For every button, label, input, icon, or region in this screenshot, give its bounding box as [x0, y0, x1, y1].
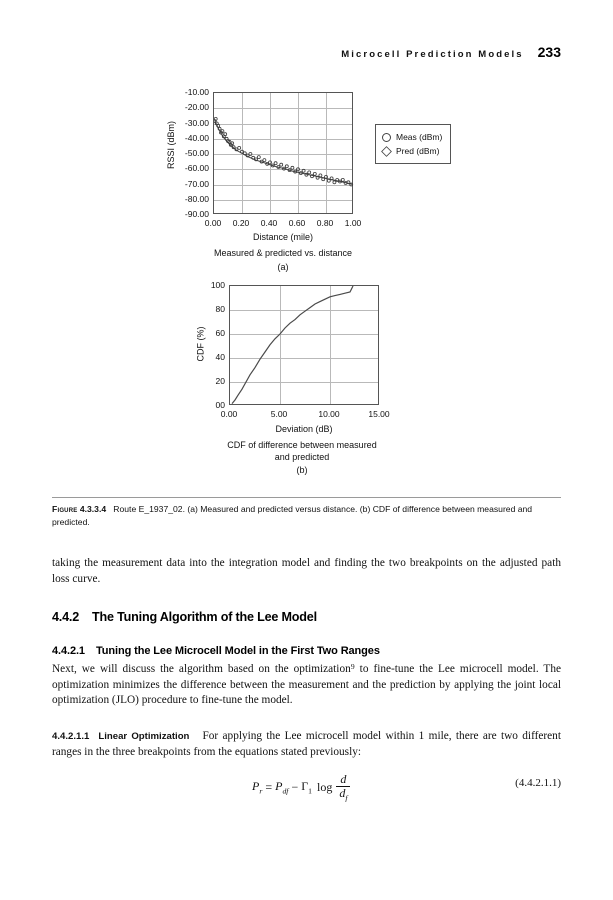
- equation-log: log: [317, 780, 333, 795]
- runin-heading: [52, 731, 189, 742]
- figure-caption-rule: [52, 497, 561, 498]
- panel-a-ytick: -20.00: [184, 102, 209, 113]
- panel-b-plot-area: [229, 285, 379, 405]
- figure-caption-number: 4.3.3.4: [79, 504, 107, 514]
- panel-b-ytick: 80: [215, 304, 225, 314]
- equation-fraction-numerator: d: [340, 772, 347, 786]
- legend-item-pred: [382, 144, 442, 158]
- diamond-marker-icon: [381, 146, 392, 157]
- chart-panel-b: [197, 277, 447, 482]
- equation-fraction-denominator: $d_f$: [336, 786, 350, 802]
- equation-pdf: $P_{df}$: [275, 779, 289, 796]
- paragraph-linear-optimization: [52, 729, 561, 760]
- panel-b-xtick: 0.00: [220, 409, 238, 419]
- heading-4-4-2-number: 4.4.2: [52, 610, 80, 624]
- panel-a-plot-area: [213, 92, 353, 214]
- panel-a-xtick: 0.00: [204, 218, 222, 228]
- heading-4-4-2: [52, 610, 317, 624]
- equation-pr: $P_r$: [252, 779, 263, 796]
- running-head: [341, 44, 561, 60]
- equation-minus: −: [291, 780, 299, 795]
- paragraph-linear-optimization-text: For applying the Lee microcell model within 1 mile, there are two different ranges in the three breakpoints from the equations stated previously:: [52, 730, 561, 758]
- page-number: 233: [537, 44, 561, 60]
- figure-caption-label: Figure: [52, 504, 78, 514]
- panel-b-caption-line2: and predicted: [274, 452, 330, 462]
- panel-a-legend: [375, 124, 451, 164]
- equation-expression: [252, 773, 351, 802]
- paragraph-optimization: Next, we will discuss the algorithm based on the optimization⁹ to fine-tune the Lee microcell model. The optimization minimizes the difference between the measurement and the prediction by applying the joint local optimization (JLO) procedure to fine-tune the model.: [52, 663, 561, 707]
- panel-a-xtick: 0.80: [316, 218, 334, 228]
- heading-4-4-2-1-text: Tuning the Lee Microcell Model in the First Two Ranges: [95, 645, 380, 657]
- panel-a-ytick: -10.00: [184, 87, 209, 97]
- panel-a-xlabel: Distance (mile): [252, 232, 313, 242]
- heading-4-4-2-1-number: 4.4.2.1: [52, 645, 85, 657]
- runin-title: Linear Optimization: [98, 731, 190, 742]
- panel-a-xtick: 0.20: [232, 218, 250, 228]
- panel-b-xtick: 15.00: [368, 409, 390, 419]
- panel-b-ytick: 40: [215, 352, 225, 362]
- panel-a-data-series: [214, 93, 354, 215]
- equation-number: (4.4.2.1.1): [515, 777, 561, 789]
- panel-b-data-series: [230, 286, 380, 406]
- panel-a-caption: Measured & predicted vs. distance: [213, 248, 353, 258]
- equation-gamma: $\Gamma_1$: [301, 779, 312, 796]
- panel-a-ytick: -70.00: [184, 178, 209, 189]
- chart-panel-a: [167, 82, 457, 272]
- panel-b-tag: (b): [296, 465, 308, 475]
- panel-b-ytick: 100: [210, 280, 225, 290]
- legend-label-meas: Meas (dBm): [396, 132, 443, 142]
- equation-equals: =: [265, 780, 273, 795]
- panel-b-ytick: 60: [215, 328, 225, 338]
- legend-item-meas: [382, 130, 442, 144]
- panel-b-xlabel: Deviation (dB): [275, 424, 333, 434]
- legend-label-pred: Pred (dBm): [396, 146, 440, 156]
- figure-4-3-3-4: [52, 72, 561, 492]
- panel-a-ytick: -40.00: [184, 132, 209, 143]
- paragraph-intro: taking the measurement data into the integration model and finding the two breakpoints on the adjusted path loss curve.: [52, 557, 561, 585]
- panel-a-xtick: 0.40: [260, 218, 278, 228]
- panel-b-xtick: 10.00: [318, 409, 340, 419]
- panel-a-ytick: -80.00: [184, 193, 209, 204]
- panel-a-ytick: -90.00: [184, 209, 209, 219]
- equation-4-4-2-1-1: [52, 773, 561, 807]
- panel-b-ylabel: CDF (%): [195, 326, 206, 362]
- heading-4-4-2-1: [52, 645, 380, 657]
- panel-a-ytick: -50.00: [184, 148, 209, 158]
- equation-fraction: [336, 773, 350, 802]
- figure-caption: [52, 503, 561, 528]
- figure-caption-text: Route E_1937_02. (a) Measured and predicted versus distance. (b) CDF of difference between measured and predicted.: [52, 504, 533, 527]
- heading-4-4-2-text: The Tuning Algorithm of the Lee Model: [92, 610, 317, 624]
- panel-b-ytick: 00: [215, 400, 225, 410]
- panel-a-tag: (a): [277, 262, 289, 272]
- circle-marker-icon: [382, 133, 391, 142]
- panel-b-caption-line1: CDF of difference between measured: [227, 440, 377, 450]
- running-head-title: Microcell Prediction Models: [341, 49, 524, 60]
- panel-b-xtick: 5.00: [270, 409, 288, 419]
- panel-a-xtick: 0.60: [288, 218, 306, 228]
- panel-a-ytick: -60.00: [184, 163, 209, 174]
- runin-number: 4.4.2.1.1: [52, 731, 90, 742]
- panel-a-ytick: -30.00: [184, 117, 209, 128]
- panel-b-ytick: 20: [215, 376, 225, 386]
- panel-a-xtick: 1.00: [344, 218, 362, 228]
- panel-a-ylabel: RSSI (dBm): [166, 120, 177, 170]
